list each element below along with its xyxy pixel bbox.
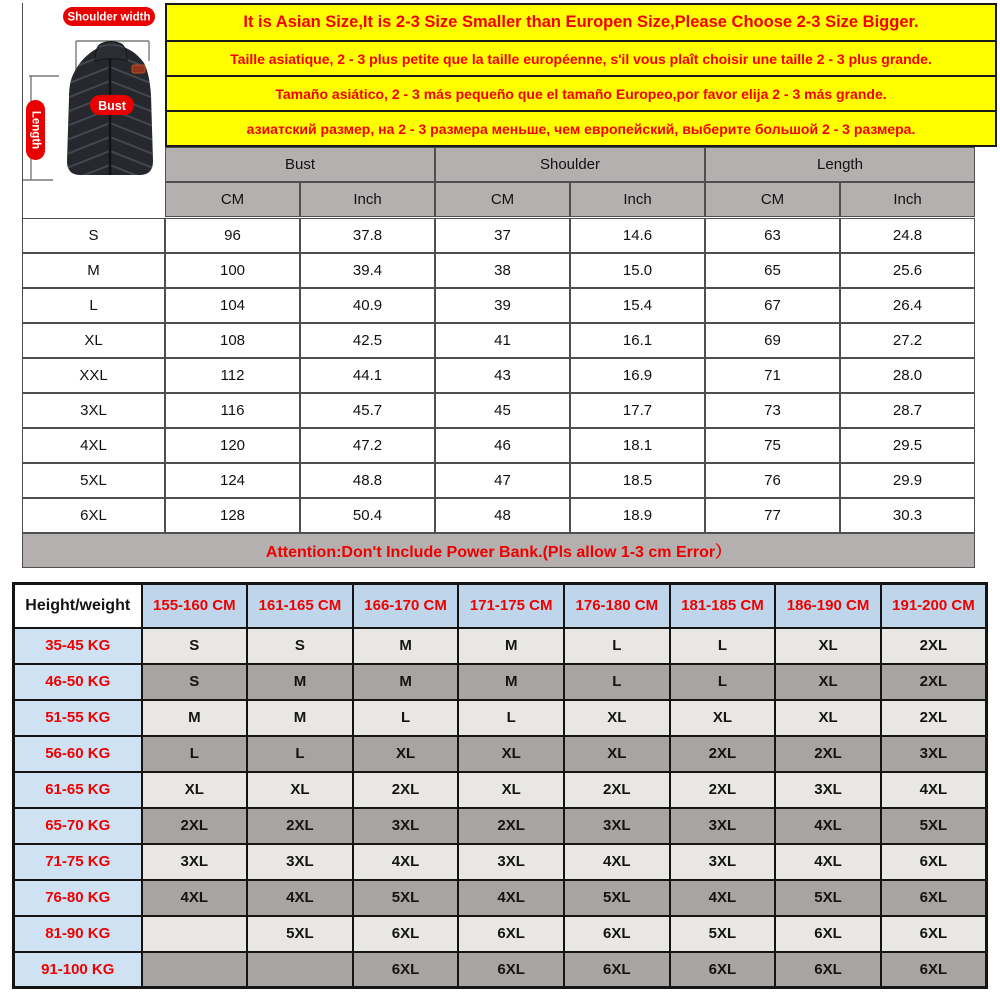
weight-row bbox=[14, 808, 987, 844]
warning-row-english: It is Asian Size,It is 2-3 Size Smaller than Europen Size,Please Choose 2-3 Size Bigger. bbox=[167, 5, 995, 42]
corner-header: Height/weight bbox=[14, 584, 142, 628]
weight-row-cell: XL bbox=[564, 736, 670, 772]
group-header-length: Length bbox=[705, 147, 975, 182]
size-row-cell: 37.8 bbox=[300, 218, 435, 253]
svg-text:Shoulder width: Shoulder width bbox=[67, 11, 151, 24]
size-row-cell: 37 bbox=[435, 218, 570, 253]
size-row-cell: 16.1 bbox=[570, 323, 705, 358]
size-row-label: S bbox=[22, 218, 165, 253]
weight-row-cell: 6XL bbox=[775, 952, 881, 988]
weight-row-label: 76-80 KG bbox=[14, 880, 142, 916]
unit-header-row bbox=[165, 182, 975, 217]
weight-row-cell: 2XL bbox=[881, 700, 987, 736]
vest-figure bbox=[22, 3, 166, 218]
height-header: 166-170 CM bbox=[353, 584, 459, 628]
top-section bbox=[22, 3, 1000, 218]
weight-row bbox=[14, 736, 987, 772]
unit-header-bust-inch: Inch bbox=[300, 182, 435, 217]
weight-row-cell: 4XL bbox=[775, 808, 881, 844]
warning-row-french: Taille asiatique, 2 - 3 plus petite que la taille européenne, s'il vous plaît choisir une taille 2 - 3 plus grande. bbox=[167, 42, 995, 77]
size-row-cell: 45.7 bbox=[300, 393, 435, 428]
size-row-cell: 67 bbox=[705, 288, 840, 323]
weight-row-label: 56-60 KG bbox=[14, 736, 142, 772]
weight-row-cell: L bbox=[564, 664, 670, 700]
size-row-label: 6XL bbox=[22, 498, 165, 533]
size-row-cell: 112 bbox=[165, 358, 300, 393]
size-row-cell: 16.9 bbox=[570, 358, 705, 393]
weight-row bbox=[14, 628, 987, 664]
weight-row-cell: 6XL bbox=[775, 916, 881, 952]
weight-row-label: 46-50 KG bbox=[14, 664, 142, 700]
size-row-cell: 29.9 bbox=[840, 463, 975, 498]
size-row-cell: 38 bbox=[435, 253, 570, 288]
size-row-cell: 124 bbox=[165, 463, 300, 498]
size-row-cell: 75 bbox=[705, 428, 840, 463]
weight-row-label: 65-70 KG bbox=[14, 808, 142, 844]
group-header-bust: Bust bbox=[165, 147, 435, 182]
size-row-cell: 18.5 bbox=[570, 463, 705, 498]
size-row-cell: 48.8 bbox=[300, 463, 435, 498]
weight-row-label: 71-75 KG bbox=[14, 844, 142, 880]
attention-row bbox=[22, 533, 975, 568]
height-header: 186-190 CM bbox=[775, 584, 881, 628]
weight-row bbox=[14, 844, 987, 880]
size-row-label: M bbox=[22, 253, 165, 288]
weight-row-cell: XL bbox=[564, 700, 670, 736]
weight-row-cell: 2XL bbox=[775, 736, 881, 772]
weight-row-cell: 6XL bbox=[353, 952, 459, 988]
size-row-cell: 39 bbox=[435, 288, 570, 323]
weight-row-cell: 6XL bbox=[353, 916, 459, 952]
size-measurement-table bbox=[22, 218, 975, 568]
weight-row-cell: 4XL bbox=[775, 844, 881, 880]
weight-row-cell: M bbox=[142, 700, 248, 736]
weight-row-cell: 4XL bbox=[458, 880, 564, 916]
weight-row-cell: 6XL bbox=[881, 916, 987, 952]
attention-note: Attention:Don't Include Power Bank.(Pls allow 1-3 cm Error） bbox=[22, 533, 975, 568]
svg-text:Length: Length bbox=[29, 110, 42, 150]
weight-row-cell: XL bbox=[775, 700, 881, 736]
size-chart-page bbox=[0, 3, 1000, 1003]
weight-row-cell: 5XL bbox=[247, 916, 353, 952]
bust-label bbox=[90, 95, 134, 115]
weight-row-cell: M bbox=[458, 664, 564, 700]
weight-row bbox=[14, 772, 987, 808]
size-row-cell: 69 bbox=[705, 323, 840, 358]
weight-row-cell: S bbox=[142, 628, 248, 664]
weight-row-cell: L bbox=[458, 700, 564, 736]
size-row-cell: 26.4 bbox=[840, 288, 975, 323]
weight-row-cell: 6XL bbox=[881, 844, 987, 880]
vest-illustration bbox=[23, 3, 166, 218]
warning-row-russian: азиатский размер, на 2 - 3 размера меньше, чем европейский, выберите большой 2 - 3 размера. bbox=[167, 112, 995, 145]
weight-row-cell: XL bbox=[458, 736, 564, 772]
weight-row-cell: M bbox=[353, 628, 459, 664]
unit-header-shoulder-cm: CM bbox=[435, 182, 570, 217]
weight-row-cell: 2XL bbox=[142, 808, 248, 844]
weight-row-label: 35-45 KG bbox=[14, 628, 142, 664]
weight-row-cell: 3XL bbox=[458, 844, 564, 880]
unit-header-length-inch: Inch bbox=[840, 182, 975, 217]
weight-row-cell: L bbox=[670, 628, 776, 664]
size-row-cell: 128 bbox=[165, 498, 300, 533]
weight-row-cell: 6XL bbox=[458, 916, 564, 952]
weight-row-cell: 3XL bbox=[564, 808, 670, 844]
weight-row-label: 81-90 KG bbox=[14, 916, 142, 952]
size-row bbox=[22, 323, 975, 358]
size-row-cell: 100 bbox=[165, 253, 300, 288]
length-label bbox=[26, 100, 45, 160]
size-row bbox=[22, 253, 975, 288]
size-row-cell: 47.2 bbox=[300, 428, 435, 463]
size-row-cell: 17.7 bbox=[570, 393, 705, 428]
height-weight-size-matrix bbox=[12, 582, 988, 989]
height-header: 171-175 CM bbox=[458, 584, 564, 628]
chest-patch bbox=[132, 65, 145, 73]
weight-row-cell: M bbox=[458, 628, 564, 664]
weight-row-cell: 6XL bbox=[564, 952, 670, 988]
weight-row-cell: L bbox=[353, 700, 459, 736]
size-row-cell: 39.4 bbox=[300, 253, 435, 288]
weight-row-cell: 2XL bbox=[881, 664, 987, 700]
size-row-cell: 15.4 bbox=[570, 288, 705, 323]
size-row bbox=[22, 463, 975, 498]
size-row-cell: 25.6 bbox=[840, 253, 975, 288]
warning-banner bbox=[165, 3, 997, 147]
size-row-cell: 43 bbox=[435, 358, 570, 393]
size-row-label: XL bbox=[22, 323, 165, 358]
weight-row bbox=[14, 916, 987, 952]
weight-row-cell: 3XL bbox=[775, 772, 881, 808]
size-row-cell: 116 bbox=[165, 393, 300, 428]
size-row-cell: 28.7 bbox=[840, 393, 975, 428]
size-row-cell: 27.2 bbox=[840, 323, 975, 358]
weight-row bbox=[14, 700, 987, 736]
size-row-cell: 108 bbox=[165, 323, 300, 358]
size-row-cell: 30.3 bbox=[840, 498, 975, 533]
size-row bbox=[22, 288, 975, 323]
size-row-cell: 40.9 bbox=[300, 288, 435, 323]
weight-row-cell: 3XL bbox=[142, 844, 248, 880]
size-row-cell: 46 bbox=[435, 428, 570, 463]
weight-row-cell: 4XL bbox=[564, 844, 670, 880]
size-row-cell: 65 bbox=[705, 253, 840, 288]
size-row-cell: 29.5 bbox=[840, 428, 975, 463]
size-row-label: 3XL bbox=[22, 393, 165, 428]
size-row-cell: 76 bbox=[705, 463, 840, 498]
size-row bbox=[22, 393, 975, 428]
weight-row-cell: 2XL bbox=[564, 772, 670, 808]
weight-row-cell: 2XL bbox=[881, 628, 987, 664]
weight-row-cell: 2XL bbox=[353, 772, 459, 808]
size-row-cell: 24.8 bbox=[840, 218, 975, 253]
weight-row-cell: 3XL bbox=[670, 844, 776, 880]
unit-header-shoulder-inch: Inch bbox=[570, 182, 705, 217]
weight-row-cell: L bbox=[247, 736, 353, 772]
weight-row-cell: 5XL bbox=[564, 880, 670, 916]
weight-row-cell: 2XL bbox=[458, 808, 564, 844]
weight-row-cell: 5XL bbox=[353, 880, 459, 916]
size-row-cell: 71 bbox=[705, 358, 840, 393]
weight-row-label: 51-55 KG bbox=[14, 700, 142, 736]
height-header: 176-180 CM bbox=[564, 584, 670, 628]
weight-row-cell bbox=[247, 952, 353, 988]
size-row-cell: 42.5 bbox=[300, 323, 435, 358]
weight-row-cell: S bbox=[142, 664, 248, 700]
weight-row-cell: 5XL bbox=[670, 916, 776, 952]
weight-row-cell bbox=[142, 952, 248, 988]
size-row bbox=[22, 358, 975, 393]
shoulder-width-label bbox=[63, 7, 155, 26]
weight-row-cell: 4XL bbox=[670, 880, 776, 916]
size-row-label: XXL bbox=[22, 358, 165, 393]
size-row-cell: 104 bbox=[165, 288, 300, 323]
measure-group-header-row bbox=[165, 147, 975, 182]
weight-row bbox=[14, 880, 987, 916]
height-header: 155-160 CM bbox=[142, 584, 248, 628]
weight-row-cell: M bbox=[247, 700, 353, 736]
size-row-cell: 63 bbox=[705, 218, 840, 253]
size-row bbox=[22, 428, 975, 463]
height-header: 191-200 CM bbox=[881, 584, 987, 628]
height-header: 181-185 CM bbox=[670, 584, 776, 628]
weight-row-cell: 2XL bbox=[247, 808, 353, 844]
weight-row-cell: 4XL bbox=[353, 844, 459, 880]
size-row-cell: 73 bbox=[705, 393, 840, 428]
matrix-header-row bbox=[14, 584, 987, 628]
size-row-cell: 96 bbox=[165, 218, 300, 253]
height-header: 161-165 CM bbox=[247, 584, 353, 628]
size-row bbox=[22, 498, 975, 533]
svg-text:Bust: Bust bbox=[98, 99, 126, 113]
size-row-cell: 45 bbox=[435, 393, 570, 428]
size-row-cell: 15.0 bbox=[570, 253, 705, 288]
group-header-shoulder: Shoulder bbox=[435, 147, 705, 182]
weight-row-cell: M bbox=[247, 664, 353, 700]
weight-row-cell: 3XL bbox=[247, 844, 353, 880]
weight-row-cell: XL bbox=[142, 772, 248, 808]
size-row-label: 4XL bbox=[22, 428, 165, 463]
size-row-cell: 120 bbox=[165, 428, 300, 463]
weight-row bbox=[14, 952, 987, 988]
weight-row-cell: XL bbox=[353, 736, 459, 772]
weight-row-cell: 3XL bbox=[881, 736, 987, 772]
unit-header-bust-cm: CM bbox=[165, 182, 300, 217]
weight-row-label: 91-100 KG bbox=[14, 952, 142, 988]
size-row-label: L bbox=[22, 288, 165, 323]
weight-row-cell: L bbox=[142, 736, 248, 772]
warning-row-spanish: Tamaño asiático, 2 - 3 más pequeño que el tamaño Europeo,por favor elija 2 - 3 más grande. bbox=[167, 77, 995, 112]
weight-row-cell bbox=[142, 916, 248, 952]
weight-row-cell: XL bbox=[775, 664, 881, 700]
weight-row-cell: XL bbox=[458, 772, 564, 808]
size-row-cell: 14.6 bbox=[570, 218, 705, 253]
size-row-cell: 18.1 bbox=[570, 428, 705, 463]
weight-row-cell: 2XL bbox=[670, 772, 776, 808]
weight-row-cell: L bbox=[670, 664, 776, 700]
weight-row bbox=[14, 664, 987, 700]
size-row bbox=[22, 218, 975, 253]
size-row-cell: 77 bbox=[705, 498, 840, 533]
weight-row-cell: 6XL bbox=[564, 916, 670, 952]
weight-row-cell: 5XL bbox=[775, 880, 881, 916]
weight-row-cell: 6XL bbox=[458, 952, 564, 988]
size-row-cell: 44.1 bbox=[300, 358, 435, 393]
size-row-cell: 50.4 bbox=[300, 498, 435, 533]
weight-row-cell: 5XL bbox=[881, 808, 987, 844]
weight-row-cell: 2XL bbox=[670, 736, 776, 772]
size-row-cell: 41 bbox=[435, 323, 570, 358]
size-row-cell: 48 bbox=[435, 498, 570, 533]
weight-row-label: 61-65 KG bbox=[14, 772, 142, 808]
weight-row-cell: XL bbox=[670, 700, 776, 736]
weight-row-cell: 3XL bbox=[353, 808, 459, 844]
weight-row-cell: M bbox=[353, 664, 459, 700]
size-row-cell: 47 bbox=[435, 463, 570, 498]
weight-row-cell: 4XL bbox=[142, 880, 248, 916]
weight-row-cell: L bbox=[564, 628, 670, 664]
weight-row-cell: 3XL bbox=[670, 808, 776, 844]
weight-row-cell: 4XL bbox=[247, 880, 353, 916]
weight-row-cell: XL bbox=[775, 628, 881, 664]
top-right-stack bbox=[165, 3, 1000, 217]
weight-row-cell: 6XL bbox=[881, 880, 987, 916]
size-row-label: 5XL bbox=[22, 463, 165, 498]
size-row-cell: 18.9 bbox=[570, 498, 705, 533]
weight-row-cell: 6XL bbox=[881, 952, 987, 988]
unit-header-length-cm: CM bbox=[705, 182, 840, 217]
size-row-cell: 28.0 bbox=[840, 358, 975, 393]
weight-row-cell: S bbox=[247, 628, 353, 664]
weight-row-cell: 6XL bbox=[670, 952, 776, 988]
weight-row-cell: XL bbox=[247, 772, 353, 808]
weight-row-cell: 4XL bbox=[881, 772, 987, 808]
